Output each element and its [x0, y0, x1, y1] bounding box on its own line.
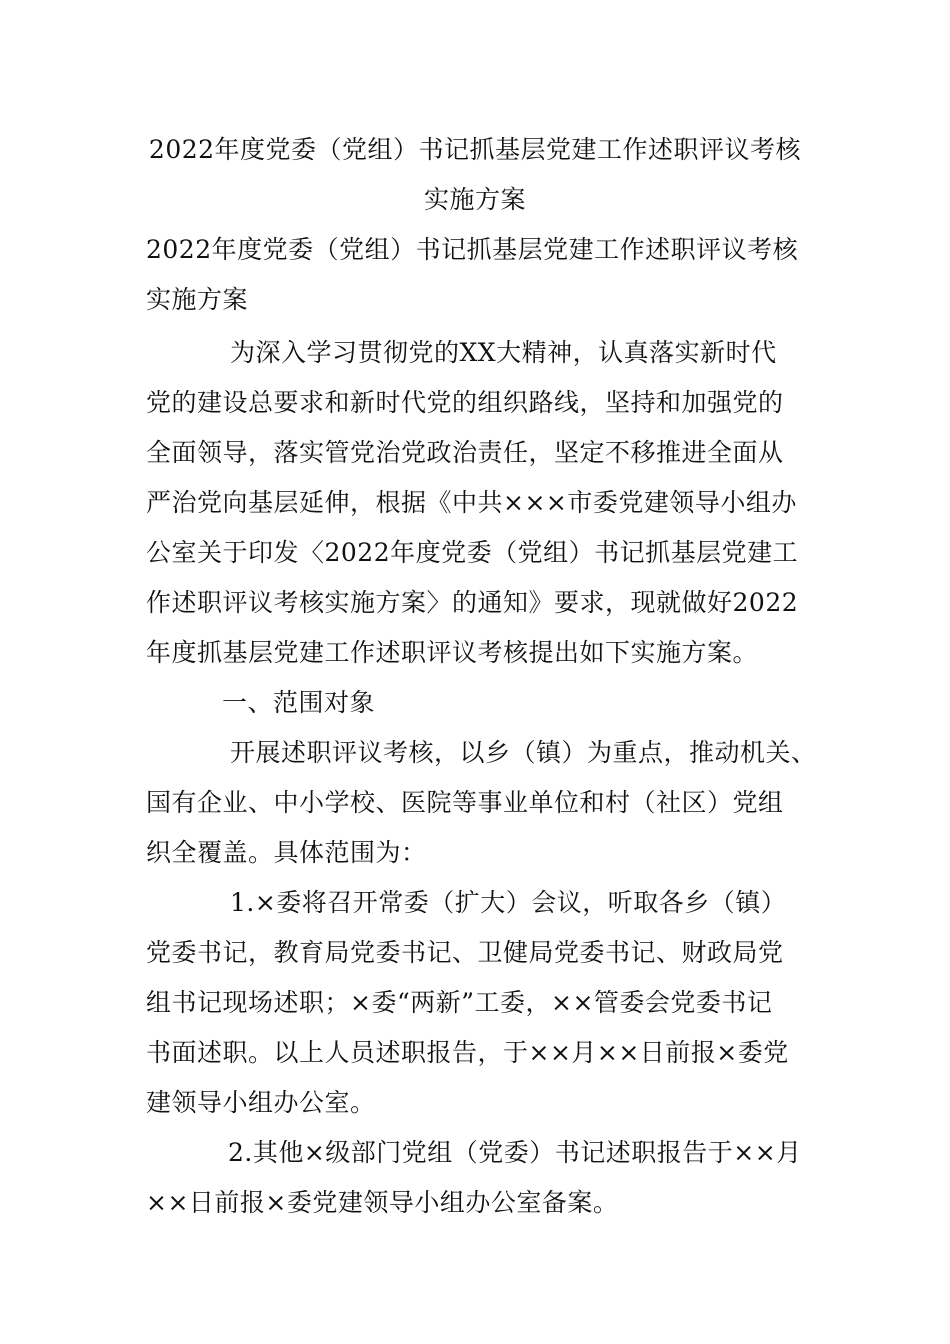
- item2-line-2: ××日前报×委党建领导小组办公室备案。: [146, 1188, 619, 1217]
- document-title-line-1: 2022年度党委（党组）书记抓基层党建工作述职评议考核: [148, 135, 802, 164]
- scope-para-line-3: 织全覆盖。具体范围为：: [146, 838, 427, 867]
- intro-line-3: 全面领导，落实管党治党政治责任，坚定不移推进全面从: [146, 438, 784, 467]
- item1-line-5: 建领导小组办公室。: [146, 1088, 376, 1117]
- section-heading-scope: 一、范围对象: [222, 688, 376, 717]
- scope-para-line-2: 国有企业、中小学校、医院等事业单位和村（社区）党组: [146, 788, 784, 817]
- intro-line-5: 公室关于印发〈2022年度党委（党组）书记抓基层党建工: [146, 538, 799, 567]
- intro-line-6: 作述职评议考核实施方案〉的通知》要求，现就做好2022: [146, 588, 799, 617]
- intro-line-4: 严治党向基层延伸，根据《中共×××市委党建领导小组办: [146, 488, 797, 517]
- intro-line-7: 年度抓基层党建工作述职评议考核提出如下实施方案。: [146, 638, 759, 667]
- item2-line-1: 2.其他×级部门党组（党委）书记述职报告于××月: [228, 1138, 802, 1167]
- item1-line-4: 书面述职。以上人员述职报告，于××月××日前报×委党: [146, 1038, 789, 1067]
- item1-line-1: 1.×委将召开常委（扩大）会议，听取各乡（镇）: [230, 888, 787, 917]
- scope-para-line-1: 开展述职评议考核，以乡（镇）为重点，推动机关、: [230, 738, 817, 767]
- item1-line-2: 党委书记，教育局党委书记、卫健局党委书记、财政局党: [146, 938, 784, 967]
- intro-line-1: 为深入学习贯彻党的XX大精神，认真落实新时代: [230, 338, 777, 367]
- repeated-title-line-1: 2022年度党委（党组）书记抓基层党建工作述职评议考核: [146, 235, 799, 264]
- document-title-line-2: 实施方案: [423, 185, 526, 214]
- repeated-title-line-2: 实施方案: [146, 285, 249, 314]
- item1-line-3: 组书记现场述职；×委“两新”工委，××管委会党委书记: [146, 988, 773, 1017]
- intro-line-2: 党的建设总要求和新时代党的组织路线，坚持和加强党的: [146, 388, 784, 417]
